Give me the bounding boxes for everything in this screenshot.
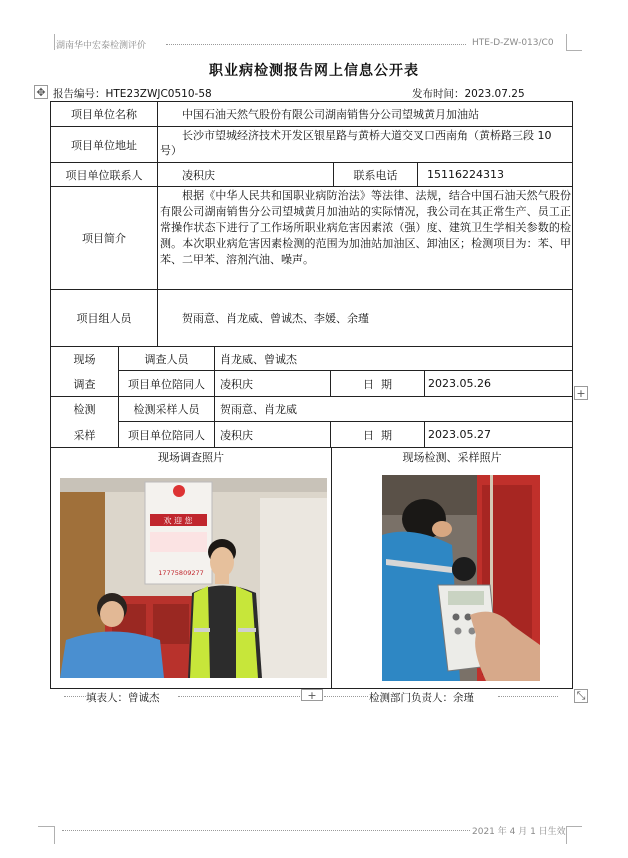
sampling-photo (382, 475, 540, 681)
effective-date: 2021 年 4 月 1 日生效 (472, 827, 566, 837)
survey-photo-image (60, 478, 327, 678)
survey-date-value: 2023.05.26 (428, 377, 491, 390)
footer-dots-mid-left (178, 696, 300, 697)
sampling-group-label-top: 检测 (73, 403, 96, 416)
move-handle-icon[interactable]: ✥ (34, 85, 48, 99)
filler-value: 曾诚杰 (128, 692, 160, 704)
unit-address-label: 项目单位地址 (71, 138, 137, 152)
unit-address-value: 长沙市望城经济技术开发区银星路与黄桥大道交叉口西南角（黄桥路三段 10 号） (160, 129, 552, 157)
filler-label: 填表人： (86, 692, 128, 704)
unit-name-label: 项目单位名称 (71, 108, 137, 121)
crop-mark-left-bottom-h (38, 826, 54, 827)
crop-mark-left-top (54, 34, 55, 50)
header-dotted-rule (166, 44, 466, 45)
crop-mark-right-bottom (566, 826, 567, 844)
reviewer-label: 检测部门负责人： (369, 692, 453, 704)
unit-name-value: 中国石油天然气股份有限公司湖南销售分公司望城黄月加油站 (182, 108, 479, 121)
sampling-companion-value: 凌积庆 (220, 428, 253, 442)
publish-date-value: 2023.07.25 (464, 88, 525, 100)
survey-date-label: 日 期 (363, 377, 392, 391)
sampling-group-label-bottom: 采样 (73, 428, 96, 442)
footer-dots-right (498, 696, 558, 697)
footer-dots-mid-right (324, 696, 368, 697)
resize-handle-icon[interactable]: ⤡ (574, 689, 588, 703)
survey-group-label-top: 现场 (73, 352, 96, 366)
sampling-photo-image (382, 475, 540, 681)
team-value: 贺雨意、肖龙威、曾诚杰、李媛、余瑾 (182, 312, 369, 325)
header-org: 湖南华中宏泰检测评价 (56, 41, 147, 51)
survey-photo (60, 478, 327, 678)
sampling-date-label: 日 期 (363, 428, 392, 442)
report-number-label: 报告编号： (53, 88, 106, 100)
filler (86, 690, 160, 705)
report-number (53, 86, 212, 101)
reviewer-value: 余瑾 (453, 692, 474, 704)
contact-value: 凌积庆 (182, 168, 215, 182)
investigator-value: 肖龙威、曾诚杰 (220, 352, 297, 366)
intro-text: 根据《中华人民共和国职业病防治法》等法律、法规，结合中国石油天然气股份有限公司湖南销售分公司望城黄月加油站的实际情况，我公司在其正常生产、员工正常操作状态下进行了工作场所职业病危害因素浓（强）度、建筑卫生学相关参数的检测。本次职业病危害因素检测的范围为加油站加油区、卸油区；检测项目为：苯、甲苯、二甲苯、溶剂汽油、噪声。 (160, 189, 571, 266)
crop-mark-right-top (566, 34, 567, 50)
add-row-plus-icon[interactable]: + (301, 689, 323, 701)
survey-companion-value: 凌积庆 (220, 377, 253, 391)
footer-dotted-rule (62, 830, 470, 831)
sampler-label: 检测采样人员 (133, 403, 200, 416)
investigator-label: 调查人员 (144, 352, 189, 366)
sign-title: 欢 迎 您 (163, 516, 193, 526)
publish-date-label: 发布时间： (412, 88, 465, 100)
reviewer (369, 690, 474, 705)
survey-companion-label: 项目单位陪同人 (128, 377, 205, 391)
survey-group-label-bottom: 调查 (73, 377, 96, 391)
header-code: HTE-D-ZW-013/C0 (472, 38, 554, 48)
phone-value: 15116224313 (427, 168, 504, 181)
sign-phone: 17775809277 (158, 569, 204, 577)
sampling-companion-label: 项目单位陪同人 (128, 428, 205, 442)
sampling-date-value: 2023.05.27 (428, 428, 491, 441)
plus-icon[interactable]: + (574, 386, 588, 400)
survey-photo-title: 现场调查照片 (158, 451, 224, 464)
page-title: 职业病检测报告网上信息公开表 (209, 63, 419, 79)
contact-label: 项目单位联系人 (65, 168, 143, 182)
report-number-value: HTE23ZWJC0510-58 (105, 88, 212, 100)
publish-date (412, 86, 525, 101)
crop-mark-left-bottom (54, 826, 55, 844)
team-label: 项目组人员 (76, 312, 132, 325)
footer-dots-left (64, 696, 86, 697)
intro-label: 项目简介 (82, 232, 126, 245)
crop-mark-right-bottom-h (566, 826, 582, 827)
crop-mark-right-top-h (566, 50, 582, 51)
sampling-photo-title: 现场检测、采样照片 (402, 451, 502, 464)
sampler-value: 贺雨意、肖龙威 (220, 403, 297, 416)
phone-label: 联系电话 (353, 168, 398, 182)
